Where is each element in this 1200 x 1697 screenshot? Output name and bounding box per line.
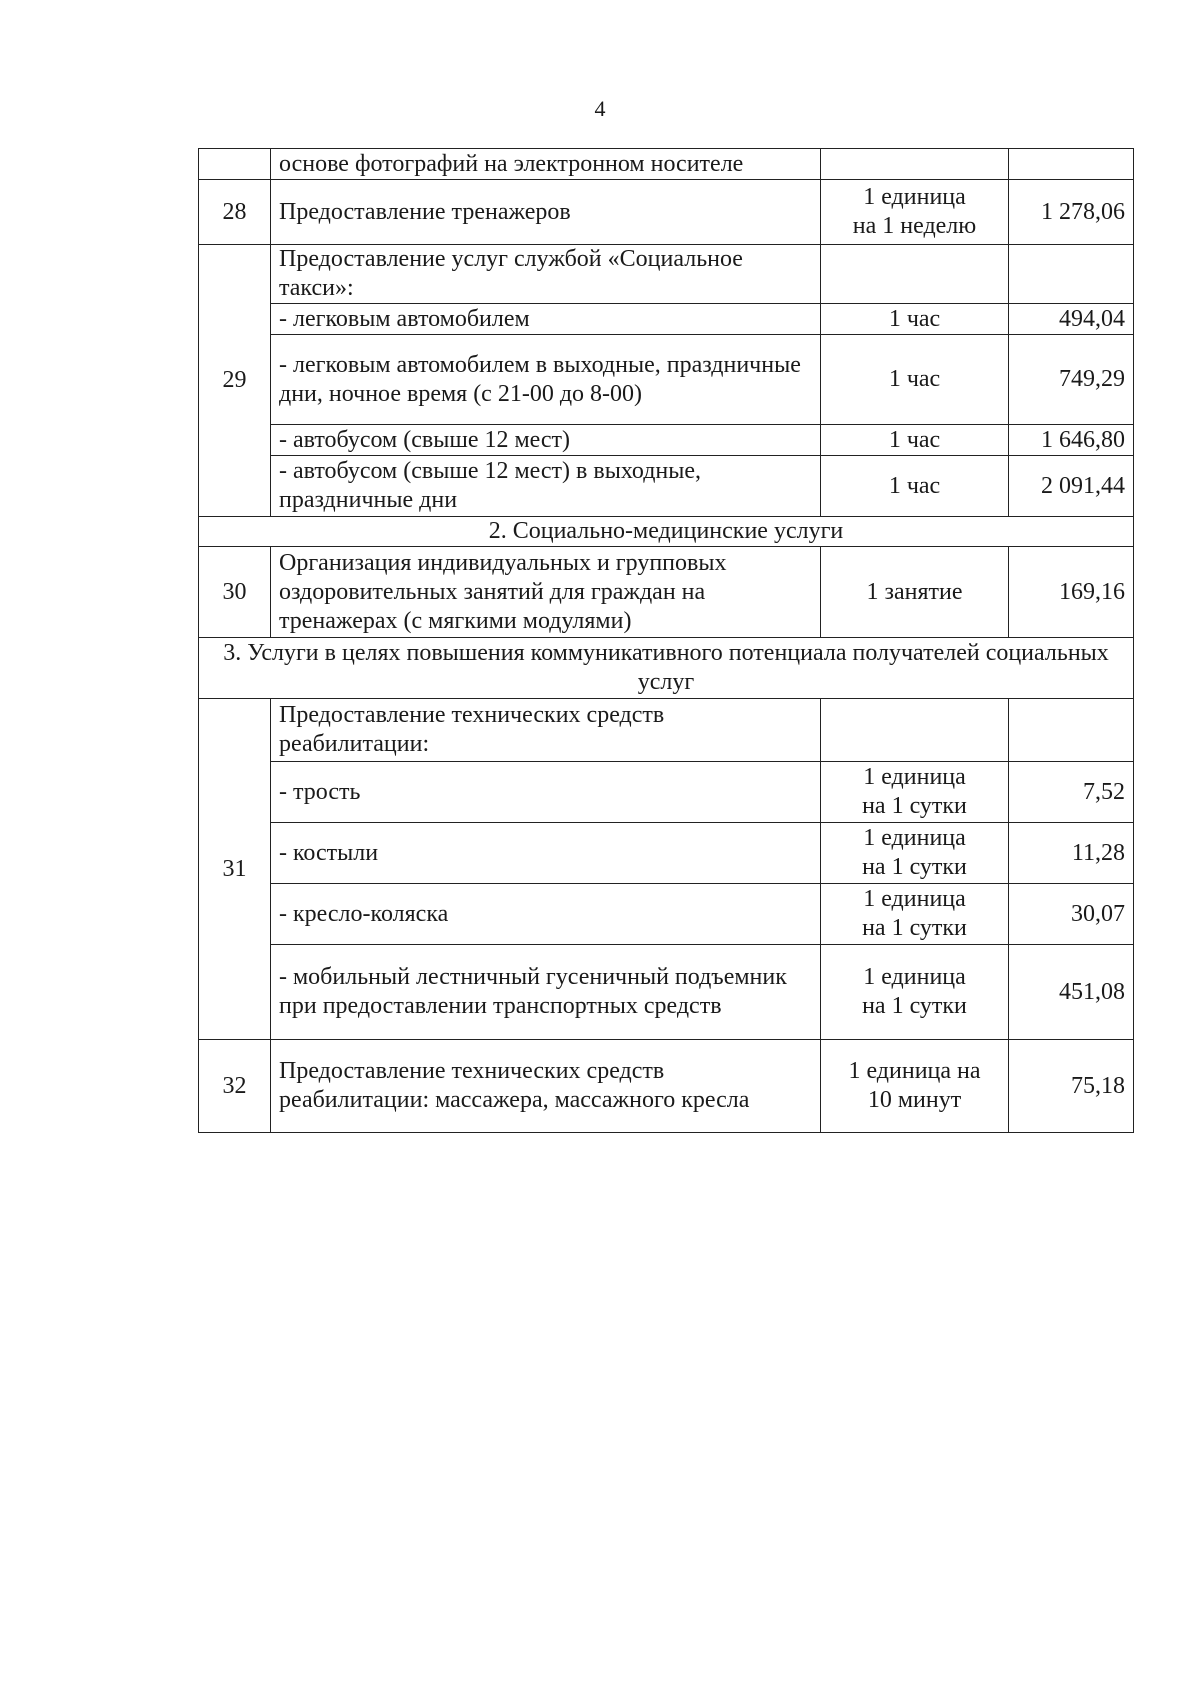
price-cell: 1 278,06 [1009,180,1134,245]
unit-cell [821,180,1009,245]
price-cell: 7,52 [1009,762,1134,823]
service-cell: - костыли [271,823,821,884]
unit-cell: 1 час [821,304,1009,335]
unit-line: 1 единица [863,964,966,990]
service-cell: Предоставление тренажеров [271,180,821,245]
unit-cell: 1 час [821,456,1009,517]
unit-cell [821,1040,1009,1133]
service-cell: основе фотографий на электронном носителе [271,149,821,180]
price-cell [1009,699,1134,762]
price-cell: 1 646,80 [1009,425,1134,456]
unit-cell [821,945,1009,1040]
service-cell: - автобусом (свыше 12 мест) [271,425,821,456]
num-cell [199,149,271,180]
section-heading: 3. Услуги в целях повышения коммуникативного потенциала получателей социальных услуг [199,638,1134,699]
table-row [199,945,1134,1040]
unit-line: 1 единица [863,825,966,851]
unit-line: на 1 сутки [862,854,967,880]
table-row [199,699,1134,762]
service-cell: Предоставление технических средств реабилитации: массажера, массажного кресла [271,1040,821,1133]
price-cell: 2 091,44 [1009,456,1134,517]
unit-cell [821,884,1009,945]
unit-line: 1 единица [863,184,966,210]
unit-cell: 1 час [821,335,1009,425]
unit-cell: 1 занятие [821,547,1009,638]
num-cell: 31 [199,699,271,1040]
price-cell: 169,16 [1009,547,1134,638]
unit-line: на 1 сутки [862,915,967,941]
service-cell: - автобусом (свыше 12 мест) в выходные, праздничные дни [271,456,821,517]
section-heading: 2. Социально-медицинские услуги [199,517,1134,547]
service-cell: - легковым автомобилем в выходные, праздничные дни, ночное время (с 21-00 до 8-00) [271,335,821,425]
table-row [199,180,1134,245]
section-row [199,638,1134,699]
table-row [199,335,1134,425]
service-cell: Предоставление технических средств реабилитации: [271,699,821,762]
unit-line: 1 единица [863,764,966,790]
unit-cell [821,823,1009,884]
service-cell: Предоставление услуг службой «Социальное такси»: [271,245,821,304]
unit-cell: 1 час [821,425,1009,456]
table-row [199,823,1134,884]
tariff-table [198,148,1134,1133]
service-cell: - трость [271,762,821,823]
table-row [199,884,1134,945]
unit-cell [821,762,1009,823]
price-cell: 30,07 [1009,884,1134,945]
table-row [199,149,1134,180]
num-cell: 30 [199,547,271,638]
num-cell: 28 [199,180,271,245]
unit-line: 1 единица на [848,1058,981,1084]
num-cell: 29 [199,245,271,517]
price-cell: 75,18 [1009,1040,1134,1133]
service-cell: - легковым автомобилем [271,304,821,335]
unit-line: 1 единица [863,886,966,912]
unit-cell [821,699,1009,762]
service-cell: - мобильный лестничный гусеничный подъемник при предоставлении транспортных средств [271,945,821,1040]
page-number: 4 [594,96,606,121]
table-row [199,456,1134,517]
service-cell: - кресло-коляска [271,884,821,945]
service-cell: Организация индивидуальных и групповых оздоровительных занятий для граждан на тренажерах (с мягкими модулями) [271,547,821,638]
price-cell: 749,29 [1009,335,1134,425]
unit-cell [821,149,1009,180]
unit-line: 10 минут [867,1087,962,1113]
num-cell: 32 [199,1040,271,1133]
price-cell: 451,08 [1009,945,1134,1040]
unit-line: на 1 сутки [862,793,967,819]
unit-line: на 1 сутки [862,993,967,1019]
table-row [199,245,1134,304]
section-row [199,517,1134,547]
price-cell: 494,04 [1009,304,1134,335]
unit-line: на 1 неделю [852,213,977,239]
table-row [199,304,1134,335]
price-cell [1009,149,1134,180]
unit-cell [821,245,1009,304]
price-cell: 11,28 [1009,823,1134,884]
table-row [199,762,1134,823]
table-row [199,1040,1134,1133]
price-cell [1009,245,1134,304]
table-row [199,425,1134,456]
table-row [199,547,1134,638]
